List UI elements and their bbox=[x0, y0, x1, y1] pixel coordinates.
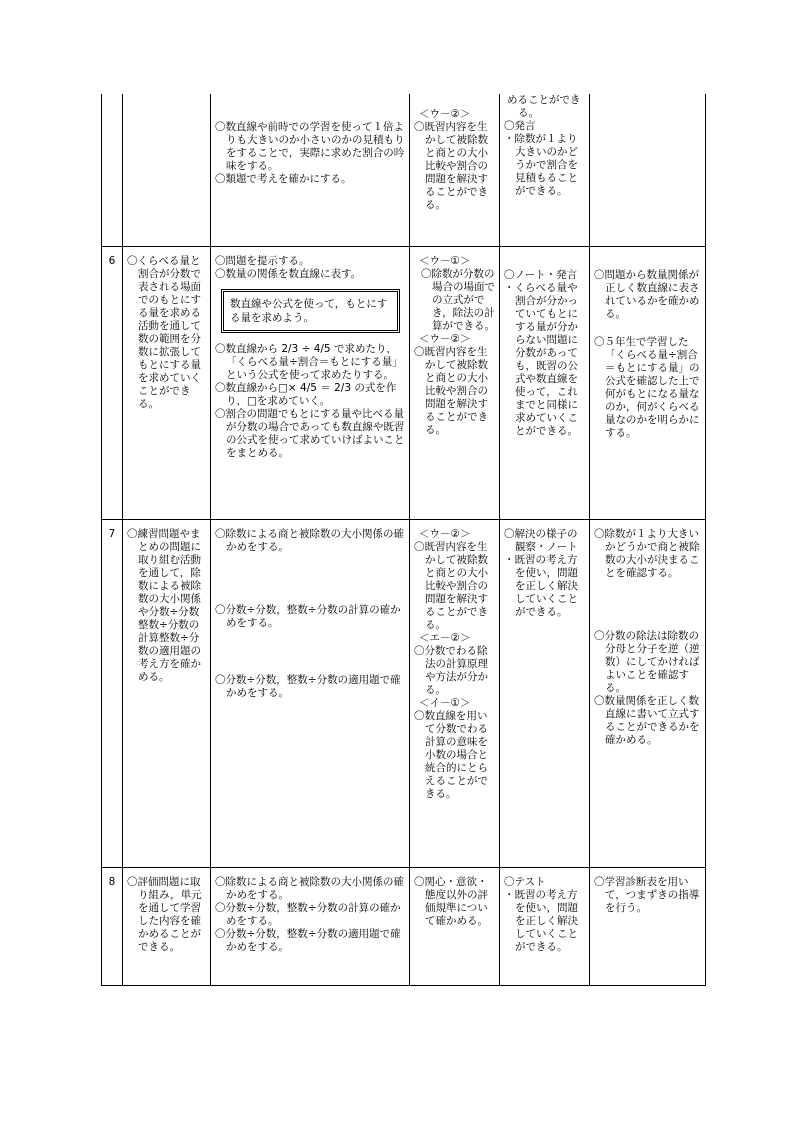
evaluation-method-cell bbox=[500, 519, 590, 867]
aim-cell bbox=[123, 246, 211, 519]
step-number: 8 bbox=[108, 875, 116, 888]
activity-item: 〇数量の関係を数直線に表す。 bbox=[215, 267, 362, 280]
activity-item: 〇分数÷分数，整数÷分数の適用題で確かめをする。 bbox=[215, 927, 401, 953]
table-row bbox=[102, 246, 706, 519]
step-number-cell bbox=[102, 94, 123, 246]
activity-item: 〇分数÷分数，整数÷分数の計算の確かめをする。 bbox=[215, 603, 401, 629]
support-cell bbox=[590, 519, 706, 867]
support-item: 〇学習診断表を用いて，つまずきの指導を行う。 bbox=[594, 875, 700, 914]
criteria-item: 〇数直線を用いて分数でわる計算の意味を小数の場合と統合的にとらえることができる。 bbox=[414, 709, 488, 800]
activity-item: 〇除数による商と被除数の大小関係の確かめをする。 bbox=[215, 527, 404, 553]
step-number-cell bbox=[102, 519, 123, 867]
method-item: 〇テスト bbox=[504, 875, 546, 888]
activities-cell bbox=[211, 867, 410, 985]
evaluation-viewpoint-cell bbox=[410, 246, 500, 519]
method-item: 〇発言 bbox=[504, 120, 536, 132]
evaluation-method-cell bbox=[500, 94, 590, 246]
method-item: 〇ノート・発言 bbox=[504, 268, 578, 281]
method-item: ・くらべる量や割合が分かっていてもとにする量が分からない問題に分数があっても，既習の公式や数直線を使って，これまでと同様に求めていくことができる。 bbox=[504, 281, 578, 437]
support-cell bbox=[590, 246, 706, 519]
evaluation-viewpoint-cell bbox=[410, 867, 500, 985]
criteria-item: 〇分数でわる除法の計算原理や方法が分かる。 bbox=[414, 644, 488, 696]
support-item: 〇問題から数量関係が正しく数直線に表されているかを確かめる。 bbox=[594, 268, 700, 320]
method-item: ・既習の考え方を使い，問題を正しく解決していくことができる。 bbox=[504, 888, 578, 953]
criteria-item: 〇関心・意欲・態度以外の評価規準について確かめる。 bbox=[414, 875, 488, 927]
activity-item: 〇割合の問題でもとにする量や比べる量が分数の場合であっても数直線や既習の公式を使って求めていけばよいことをまとめる。 bbox=[215, 407, 405, 459]
activities-cell bbox=[211, 246, 410, 519]
table-row bbox=[102, 519, 706, 867]
activities-cell bbox=[211, 519, 410, 867]
criteria-label: ＜ウ－①＞ bbox=[419, 254, 471, 267]
support-cell bbox=[590, 867, 706, 985]
aim-cell bbox=[123, 519, 211, 867]
activity-item: 〇数直線から□× 4/5 ＝ 2/3 の式を作り，□を求めていく。 bbox=[215, 381, 397, 407]
activity-item: 〇問題を提示する。 bbox=[215, 254, 310, 267]
criteria-label: ＜イ－①＞ bbox=[419, 696, 471, 709]
evaluation-viewpoint-cell bbox=[410, 94, 500, 246]
activity-item: 〇分数÷分数，整数÷分数の適用題で確かめをする。 bbox=[215, 673, 401, 699]
method-item: めることができる。 bbox=[507, 94, 581, 119]
activity-item: 〇数直線から 2/3 ÷ 4/5 で求めたり，「くらべる量÷割合＝もとにする量」という公式を使って求めたりする。 bbox=[215, 342, 403, 381]
support-item: 〇除数が１より大きいかどうかで商と被除数の大小が決まることを確認する。 bbox=[594, 527, 700, 579]
criteria-label: ＜ウ－②＞ bbox=[419, 108, 471, 120]
criteria-label: ＜エ－②＞ bbox=[419, 631, 471, 644]
criteria-label: ＜ウ－②＞ bbox=[419, 332, 471, 345]
lesson-goal-text: 数直線や公式を使って，もとにする量を求めよう。 bbox=[230, 297, 388, 324]
evaluation-method-cell bbox=[500, 246, 590, 519]
evaluation-method-cell bbox=[500, 867, 590, 985]
method-item: 〇解決の様子の観察・ノート bbox=[504, 527, 578, 553]
activity-item: 〇数直線や前時での学習を使って１倍よりも大きいのか小さいのかの見積もりをすることで，実際に求めた割合の吟味をする。 bbox=[215, 121, 405, 172]
activity-item: 〇分数÷分数，整数÷分数の計算の確かめをする。 bbox=[215, 901, 401, 927]
evaluation-viewpoint-cell bbox=[410, 519, 500, 867]
support-item: 〇５年生で学習した「くらべる量÷割合＝もとにする量」の公式を確認した上で何がもとになる量なのか，何がくらべる量なのかを明らかにする。 bbox=[594, 335, 700, 439]
aim-text: 〇練習問題やまとめの問題に取り組む活動を通して，除数による被除数の大小関係や分数÷分数整数÷分数の計算整数÷分数の適用題の考え方を確かめる。 bbox=[127, 527, 201, 683]
criteria-item: 〇除数が分数の場合の場面での立式ができ，除法の計算ができる。 bbox=[421, 267, 495, 332]
aim-text: 〇くらべる量と割合が分数で表される場面でのもとにする量を求める活動を通して数の範囲を分数に拡張してもとにする量を求めていくことができる。 bbox=[127, 254, 201, 410]
aim-cell bbox=[123, 94, 211, 246]
criteria-item: 〇既習内容を生かして被除数と商との大小比較や割合の問題を解決することができる。 bbox=[414, 540, 488, 631]
criteria-item: 〇既習内容を生かして被除数と商との大小比較や割合の問題を解決することができる。 bbox=[414, 121, 488, 211]
step-number: 6 bbox=[108, 254, 116, 267]
table-row bbox=[102, 94, 706, 246]
step-number-cell bbox=[102, 867, 123, 985]
criteria-label: ＜ウ－②＞ bbox=[419, 527, 471, 540]
activities-cell bbox=[211, 94, 410, 246]
method-item: ・除数が１より大きいのかどうかで割合を見積もることができる。 bbox=[504, 133, 578, 197]
support-item: 〇分数の除法は除数の分母と分子を逆（逆数）にしてかければよいことを確認する。 bbox=[594, 629, 700, 694]
step-number-cell bbox=[102, 246, 123, 519]
lesson-plan-table bbox=[101, 94, 706, 986]
support-item: 〇数量関係を正しく数直線に書いて立式することができるかを確かめる。 bbox=[594, 694, 700, 746]
lesson-goal-box bbox=[221, 289, 400, 333]
criteria-item: 〇既習内容を生かして被除数と商との大小比較や割合の問題を解決することができる。 bbox=[414, 345, 488, 436]
activity-item: 〇除数による商と被除数の大小関係の確かめをする。 bbox=[215, 875, 404, 901]
aim-text: 〇評価問題に取り組み，単元を通して学習した内容を確かめることができる。 bbox=[127, 875, 202, 953]
step-number: 7 bbox=[108, 527, 116, 540]
method-item: ・既習の考え方を使い，問題を正しく解決していくことができる。 bbox=[504, 553, 578, 618]
aim-cell bbox=[123, 867, 211, 985]
table-row bbox=[102, 867, 706, 985]
support-cell bbox=[590, 94, 706, 246]
activity-item: 〇類題で考えを確かにする。 bbox=[215, 173, 352, 185]
